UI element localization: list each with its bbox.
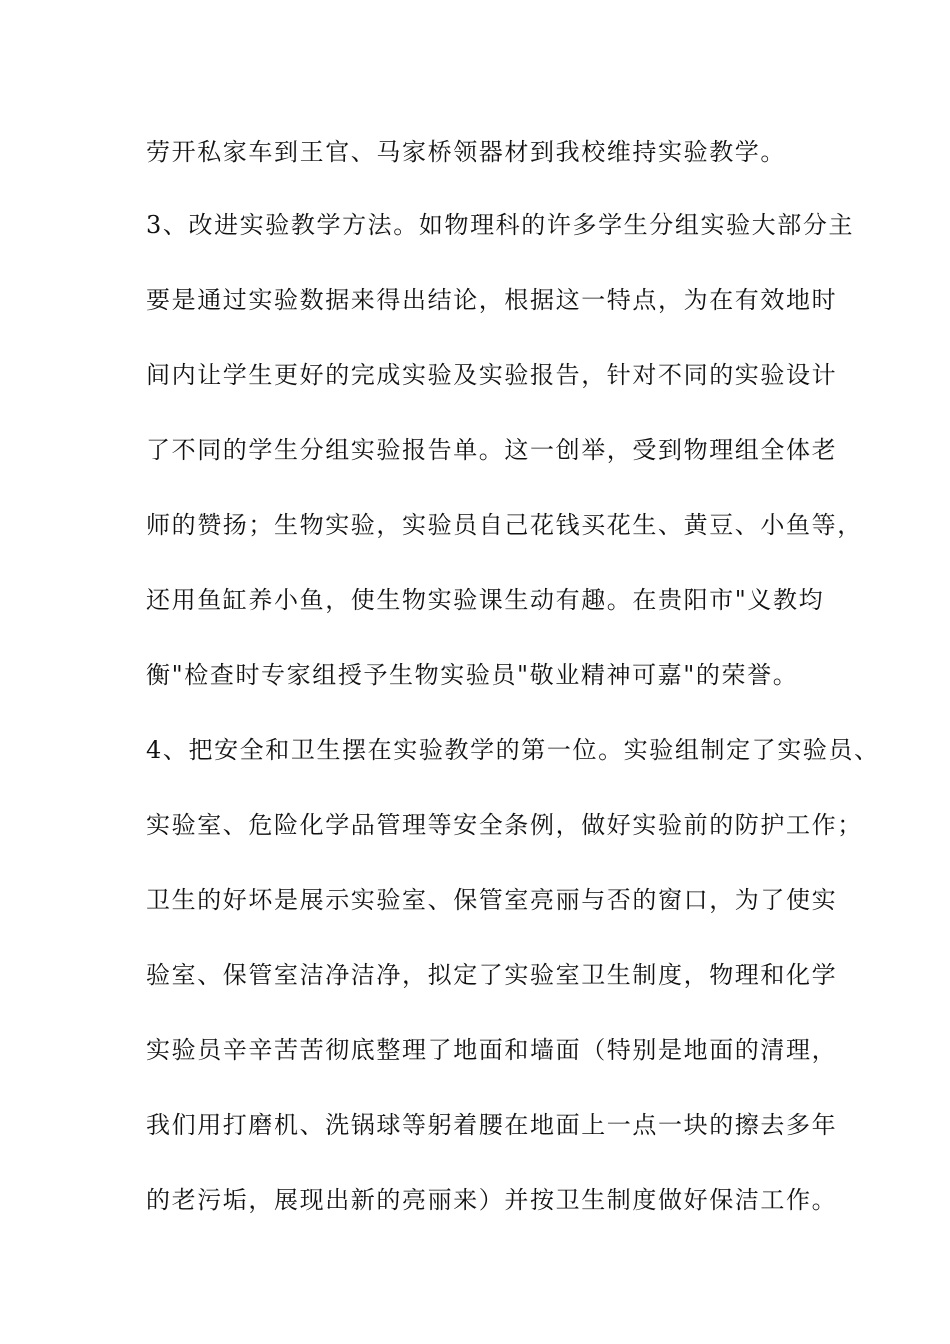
text-line: 还用鱼缸养小鱼，使生物实验课生动有趣。在贵阳市"义教均 (146, 586, 825, 614)
text-line: 3、改进实验教学方法。如物理科的许多学生分组实验大部分主 (146, 211, 855, 239)
text-line: 劳开私家车到王官、马家桥领器材到我校维持实验教学。 (146, 138, 786, 166)
text-line: 衡"检查时专家组授予生物实验员"敬业精神可嘉"的荣誉。 (146, 661, 799, 689)
text-line: 4、把安全和卫生摆在实验教学的第一位。实验组制定了实验员、 (146, 736, 880, 764)
text-line: 验室、保管室洁净洁净，拟定了实验室卫生制度，物理和化学 (146, 961, 838, 989)
text-line: 师的赞扬；生物实验，实验员自己花钱买花生、黄豆、小鱼等， (146, 511, 863, 539)
text-line: 的老污垢，展现出新的亮丽来）并按卫生制度做好保洁工作。 (146, 1186, 838, 1214)
text-line: 卫生的好坏是展示实验室、保管室亮丽与否的窗口，为了使实 (146, 886, 838, 914)
text-line: 实验员辛辛苦苦彻底整理了地面和墙面（特别是地面的清理， (146, 1036, 838, 1064)
text-line: 间内让学生更好的完成实验及实验报告，针对不同的实验设计 (146, 361, 838, 389)
text-line: 了不同的学生分组实验报告单。这一创举，受到物理组全体老 (146, 436, 838, 464)
text-line: 要是通过实验数据来得出结论，根据这一特点，为在有效地时 (146, 286, 838, 314)
text-line: 实验室、危险化学品管理等安全条例，做好实验前的防护工作； (146, 811, 863, 839)
text-line: 我们用打磨机、洗锅球等躬着腰在地面上一点一块的擦去多年 (146, 1111, 838, 1139)
